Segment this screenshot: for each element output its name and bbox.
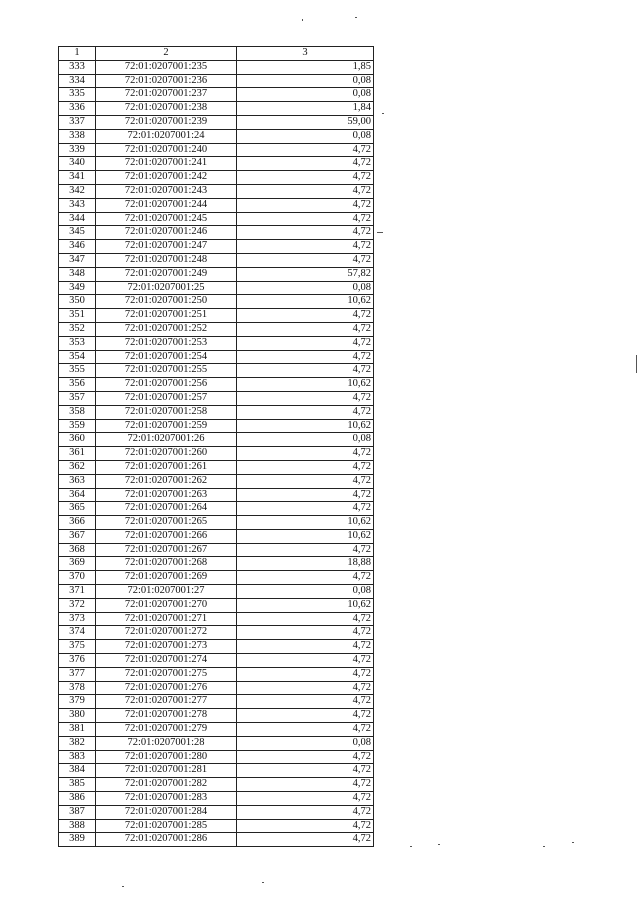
- row-number-cell: 371: [59, 585, 96, 599]
- value-cell: 0,08: [237, 433, 374, 447]
- value-cell: 4,72: [237, 792, 374, 806]
- row-number-cell: 368: [59, 543, 96, 557]
- cadastral-id-cell: 72:01:0207001:27: [96, 585, 237, 599]
- table-row: [59, 695, 374, 709]
- cadastral-id-cell: 72:01:0207001:251: [96, 309, 237, 323]
- cadastral-id-cell: 72:01:0207001:259: [96, 419, 237, 433]
- table-row: [59, 681, 374, 695]
- row-number-cell: 341: [59, 171, 96, 185]
- value-cell: 10,62: [237, 419, 374, 433]
- row-number-cell: 359: [59, 419, 96, 433]
- table-row: [59, 391, 374, 405]
- cadastral-id-cell: 72:01:0207001:264: [96, 502, 237, 516]
- value-cell: 4,72: [237, 309, 374, 323]
- table-row: [59, 267, 374, 281]
- row-number-cell: 342: [59, 184, 96, 198]
- table-row: [59, 612, 374, 626]
- value-cell: 10,62: [237, 516, 374, 530]
- cadastral-id-cell: 72:01:0207001:236: [96, 74, 237, 88]
- cadastral-id-cell: 72:01:0207001:260: [96, 447, 237, 461]
- table-row: [59, 585, 374, 599]
- column-header-cadastral-id: 2: [96, 47, 237, 61]
- row-number-cell: 337: [59, 115, 96, 129]
- cadastral-id-cell: 72:01:0207001:247: [96, 240, 237, 254]
- cadastral-id-cell: 72:01:0207001:283: [96, 792, 237, 806]
- table-row: [59, 115, 374, 129]
- table-row: [59, 405, 374, 419]
- table-row: [59, 322, 374, 336]
- cadastral-id-cell: 72:01:0207001:253: [96, 336, 237, 350]
- cadastral-id-cell: 72:01:0207001:249: [96, 267, 237, 281]
- value-cell: 4,72: [237, 709, 374, 723]
- cadastral-id-cell: 72:01:0207001:239: [96, 115, 237, 129]
- table-row: [59, 143, 374, 157]
- table-row: [59, 253, 374, 267]
- table-row: [59, 460, 374, 474]
- table-row: [59, 750, 374, 764]
- value-cell: 10,62: [237, 598, 374, 612]
- row-number-cell: 381: [59, 723, 96, 737]
- table-row: [59, 819, 374, 833]
- table-row: [59, 778, 374, 792]
- value-cell: 4,72: [237, 391, 374, 405]
- value-cell: 4,72: [237, 654, 374, 668]
- value-cell: 4,72: [237, 502, 374, 516]
- cadastral-id-cell: 72:01:0207001:235: [96, 60, 237, 74]
- row-number-cell: 374: [59, 626, 96, 640]
- value-cell: 0,08: [237, 88, 374, 102]
- cadastral-id-cell: 72:01:0207001:267: [96, 543, 237, 557]
- value-cell: 4,72: [237, 819, 374, 833]
- table-body: [59, 60, 374, 846]
- value-cell: 0,08: [237, 585, 374, 599]
- table-row: [59, 640, 374, 654]
- value-cell: 4,72: [237, 723, 374, 737]
- cadastral-id-cell: 72:01:0207001:242: [96, 171, 237, 185]
- table-row: [59, 157, 374, 171]
- cadastral-id-cell: 72:01:0207001:25: [96, 281, 237, 295]
- row-number-cell: 369: [59, 557, 96, 571]
- value-cell: 4,72: [237, 240, 374, 254]
- cadastral-id-cell: 72:01:0207001:269: [96, 571, 237, 585]
- scan-speck: [382, 113, 384, 114]
- row-number-cell: 347: [59, 253, 96, 267]
- scan-speck: [636, 355, 637, 373]
- cadastral-id-cell: 72:01:0207001:281: [96, 764, 237, 778]
- row-number-cell: 335: [59, 88, 96, 102]
- table-row: [59, 240, 374, 254]
- cadastral-id-cell: 72:01:0207001:254: [96, 350, 237, 364]
- table-row: [59, 447, 374, 461]
- table-row: [59, 502, 374, 516]
- value-cell: 10,62: [237, 295, 374, 309]
- cadastral-id-cell: 72:01:0207001:250: [96, 295, 237, 309]
- table-row: [59, 433, 374, 447]
- cadastral-id-cell: 72:01:0207001:271: [96, 612, 237, 626]
- value-cell: 4,72: [237, 667, 374, 681]
- table-row: [59, 350, 374, 364]
- row-number-cell: 356: [59, 378, 96, 392]
- value-cell: 4,72: [237, 626, 374, 640]
- value-cell: 4,72: [237, 405, 374, 419]
- scan-speck: [572, 842, 574, 843]
- row-number-cell: 336: [59, 102, 96, 116]
- row-number-cell: 365: [59, 502, 96, 516]
- row-number-cell: 382: [59, 736, 96, 750]
- row-number-cell: 383: [59, 750, 96, 764]
- value-cell: 4,72: [237, 350, 374, 364]
- table-row: [59, 723, 374, 737]
- value-cell: 4,72: [237, 212, 374, 226]
- row-number-cell: 385: [59, 778, 96, 792]
- cadastral-id-cell: 72:01:0207001:276: [96, 681, 237, 695]
- table-row: [59, 833, 374, 847]
- cadastral-id-cell: 72:01:0207001:265: [96, 516, 237, 530]
- value-cell: 4,72: [237, 764, 374, 778]
- table-row: [59, 543, 374, 557]
- table-row: [59, 557, 374, 571]
- value-cell: 4,72: [237, 474, 374, 488]
- value-cell: 4,72: [237, 184, 374, 198]
- cadastral-id-cell: 72:01:0207001:277: [96, 695, 237, 709]
- value-cell: 4,72: [237, 488, 374, 502]
- table-row: [59, 516, 374, 530]
- table-row: [59, 654, 374, 668]
- row-number-cell: 351: [59, 309, 96, 323]
- row-number-cell: 377: [59, 667, 96, 681]
- cadastral-id-cell: 72:01:0207001:238: [96, 102, 237, 116]
- cadastral-id-cell: 72:01:0207001:240: [96, 143, 237, 157]
- cadastral-id-cell: 72:01:0207001:273: [96, 640, 237, 654]
- table-row: [59, 598, 374, 612]
- value-cell: 0,08: [237, 736, 374, 750]
- table-row: [59, 102, 374, 116]
- row-number-cell: 372: [59, 598, 96, 612]
- value-cell: 4,72: [237, 681, 374, 695]
- value-cell: 4,72: [237, 571, 374, 585]
- cadastral-id-cell: 72:01:0207001:252: [96, 322, 237, 336]
- cadastral-id-cell: 72:01:0207001:278: [96, 709, 237, 723]
- table-row: [59, 764, 374, 778]
- cadastral-id-cell: 72:01:0207001:243: [96, 184, 237, 198]
- value-cell: 4,72: [237, 198, 374, 212]
- table-row: [59, 419, 374, 433]
- cadastral-id-cell: 72:01:0207001:279: [96, 723, 237, 737]
- table-row: [59, 488, 374, 502]
- cadastral-id-cell: 72:01:0207001:244: [96, 198, 237, 212]
- value-cell: 4,72: [237, 640, 374, 654]
- cadastral-id-cell: 72:01:0207001:245: [96, 212, 237, 226]
- row-number-cell: 350: [59, 295, 96, 309]
- table-row: [59, 736, 374, 750]
- cadastral-id-cell: 72:01:0207001:246: [96, 226, 237, 240]
- value-cell: 1,85: [237, 60, 374, 74]
- scan-speck: [262, 882, 264, 883]
- cadastral-id-cell: 72:01:0207001:261: [96, 460, 237, 474]
- row-number-cell: 379: [59, 695, 96, 709]
- value-cell: 4,72: [237, 253, 374, 267]
- value-cell: 4,72: [237, 695, 374, 709]
- cadastral-id-cell: 72:01:0207001:257: [96, 391, 237, 405]
- row-number-cell: 373: [59, 612, 96, 626]
- value-cell: 4,72: [237, 750, 374, 764]
- column-header-number: 1: [59, 47, 96, 61]
- table-row: [59, 626, 374, 640]
- table-row: [59, 60, 374, 74]
- scan-speck: [355, 17, 357, 18]
- row-number-cell: 364: [59, 488, 96, 502]
- scan-speck: [410, 846, 412, 847]
- row-number-cell: 367: [59, 529, 96, 543]
- row-number-cell: 354: [59, 350, 96, 364]
- table-row: [59, 529, 374, 543]
- value-cell: 4,72: [237, 447, 374, 461]
- scan-speck: [377, 232, 383, 233]
- cadastral-id-cell: 72:01:0207001:275: [96, 667, 237, 681]
- table-row: [59, 295, 374, 309]
- table-header: [59, 47, 374, 61]
- value-cell: 4,72: [237, 364, 374, 378]
- table-row: [59, 74, 374, 88]
- table-row: [59, 474, 374, 488]
- value-cell: 57,82: [237, 267, 374, 281]
- value-cell: 1,84: [237, 102, 374, 116]
- value-cell: 4,72: [237, 833, 374, 847]
- cadastral-id-cell: 72:01:0207001:258: [96, 405, 237, 419]
- table-row: [59, 709, 374, 723]
- table-row: [59, 88, 374, 102]
- scan-speck: [543, 846, 545, 847]
- row-number-cell: 338: [59, 129, 96, 143]
- row-number-cell: 348: [59, 267, 96, 281]
- cadastral-id-cell: 72:01:0207001:241: [96, 157, 237, 171]
- scan-speck: [302, 19, 303, 21]
- cadastral-id-cell: 72:01:0207001:28: [96, 736, 237, 750]
- value-cell: 4,72: [237, 778, 374, 792]
- scan-speck: [438, 844, 440, 845]
- table-row: [59, 226, 374, 240]
- row-number-cell: 386: [59, 792, 96, 806]
- value-cell: 4,72: [237, 171, 374, 185]
- cadastral-id-cell: 72:01:0207001:284: [96, 805, 237, 819]
- table-row: [59, 336, 374, 350]
- value-cell: 18,88: [237, 557, 374, 571]
- row-number-cell: 362: [59, 460, 96, 474]
- row-number-cell: 343: [59, 198, 96, 212]
- table-row: [59, 571, 374, 585]
- row-number-cell: 388: [59, 819, 96, 833]
- cadastral-id-cell: 72:01:0207001:24: [96, 129, 237, 143]
- row-number-cell: 360: [59, 433, 96, 447]
- table-row: [59, 184, 374, 198]
- cadastral-id-cell: 72:01:0207001:286: [96, 833, 237, 847]
- row-number-cell: 366: [59, 516, 96, 530]
- scan-speck: [122, 886, 124, 887]
- table-row: [59, 309, 374, 323]
- value-cell: 4,72: [237, 543, 374, 557]
- row-number-cell: 357: [59, 391, 96, 405]
- value-cell: 0,08: [237, 129, 374, 143]
- value-cell: 0,08: [237, 74, 374, 88]
- table-row: [59, 212, 374, 226]
- column-header-value: 3: [237, 47, 374, 61]
- header-row: [59, 47, 374, 61]
- value-cell: 10,62: [237, 378, 374, 392]
- table-row: [59, 378, 374, 392]
- cadastral-table: [58, 46, 374, 847]
- row-number-cell: 387: [59, 805, 96, 819]
- table-row: [59, 129, 374, 143]
- row-number-cell: 349: [59, 281, 96, 295]
- cadastral-id-cell: 72:01:0207001:255: [96, 364, 237, 378]
- row-number-cell: 370: [59, 571, 96, 585]
- value-cell: 59,00: [237, 115, 374, 129]
- table-row: [59, 364, 374, 378]
- row-number-cell: 378: [59, 681, 96, 695]
- cadastral-id-cell: 72:01:0207001:26: [96, 433, 237, 447]
- cadastral-id-cell: 72:01:0207001:248: [96, 253, 237, 267]
- table-row: [59, 198, 374, 212]
- cadastral-id-cell: 72:01:0207001:270: [96, 598, 237, 612]
- row-number-cell: 389: [59, 833, 96, 847]
- cadastral-id-cell: 72:01:0207001:266: [96, 529, 237, 543]
- row-number-cell: 334: [59, 74, 96, 88]
- row-number-cell: 380: [59, 709, 96, 723]
- table-row: [59, 805, 374, 819]
- value-cell: 10,62: [237, 529, 374, 543]
- row-number-cell: 358: [59, 405, 96, 419]
- row-number-cell: 384: [59, 764, 96, 778]
- row-number-cell: 339: [59, 143, 96, 157]
- cadastral-id-cell: 72:01:0207001:280: [96, 750, 237, 764]
- cadastral-id-cell: 72:01:0207001:237: [96, 88, 237, 102]
- value-cell: 0,08: [237, 281, 374, 295]
- value-cell: 4,72: [237, 460, 374, 474]
- cadastral-id-cell: 72:01:0207001:285: [96, 819, 237, 833]
- cadastral-id-cell: 72:01:0207001:282: [96, 778, 237, 792]
- table-row: [59, 171, 374, 185]
- cadastral-id-cell: 72:01:0207001:272: [96, 626, 237, 640]
- row-number-cell: 375: [59, 640, 96, 654]
- cadastral-id-cell: 72:01:0207001:263: [96, 488, 237, 502]
- row-number-cell: 345: [59, 226, 96, 240]
- cadastral-id-cell: 72:01:0207001:256: [96, 378, 237, 392]
- row-number-cell: 363: [59, 474, 96, 488]
- table-row: [59, 667, 374, 681]
- row-number-cell: 352: [59, 322, 96, 336]
- value-cell: 4,72: [237, 157, 374, 171]
- table-row: [59, 281, 374, 295]
- cadastral-id-cell: 72:01:0207001:274: [96, 654, 237, 668]
- value-cell: 4,72: [237, 322, 374, 336]
- row-number-cell: 340: [59, 157, 96, 171]
- row-number-cell: 333: [59, 60, 96, 74]
- row-number-cell: 361: [59, 447, 96, 461]
- row-number-cell: 346: [59, 240, 96, 254]
- value-cell: 4,72: [237, 805, 374, 819]
- cadastral-id-cell: 72:01:0207001:262: [96, 474, 237, 488]
- value-cell: 4,72: [237, 226, 374, 240]
- value-cell: 4,72: [237, 612, 374, 626]
- row-number-cell: 353: [59, 336, 96, 350]
- row-number-cell: 376: [59, 654, 96, 668]
- value-cell: 4,72: [237, 336, 374, 350]
- row-number-cell: 355: [59, 364, 96, 378]
- value-cell: 4,72: [237, 143, 374, 157]
- row-number-cell: 344: [59, 212, 96, 226]
- cadastral-id-cell: 72:01:0207001:268: [96, 557, 237, 571]
- table-row: [59, 792, 374, 806]
